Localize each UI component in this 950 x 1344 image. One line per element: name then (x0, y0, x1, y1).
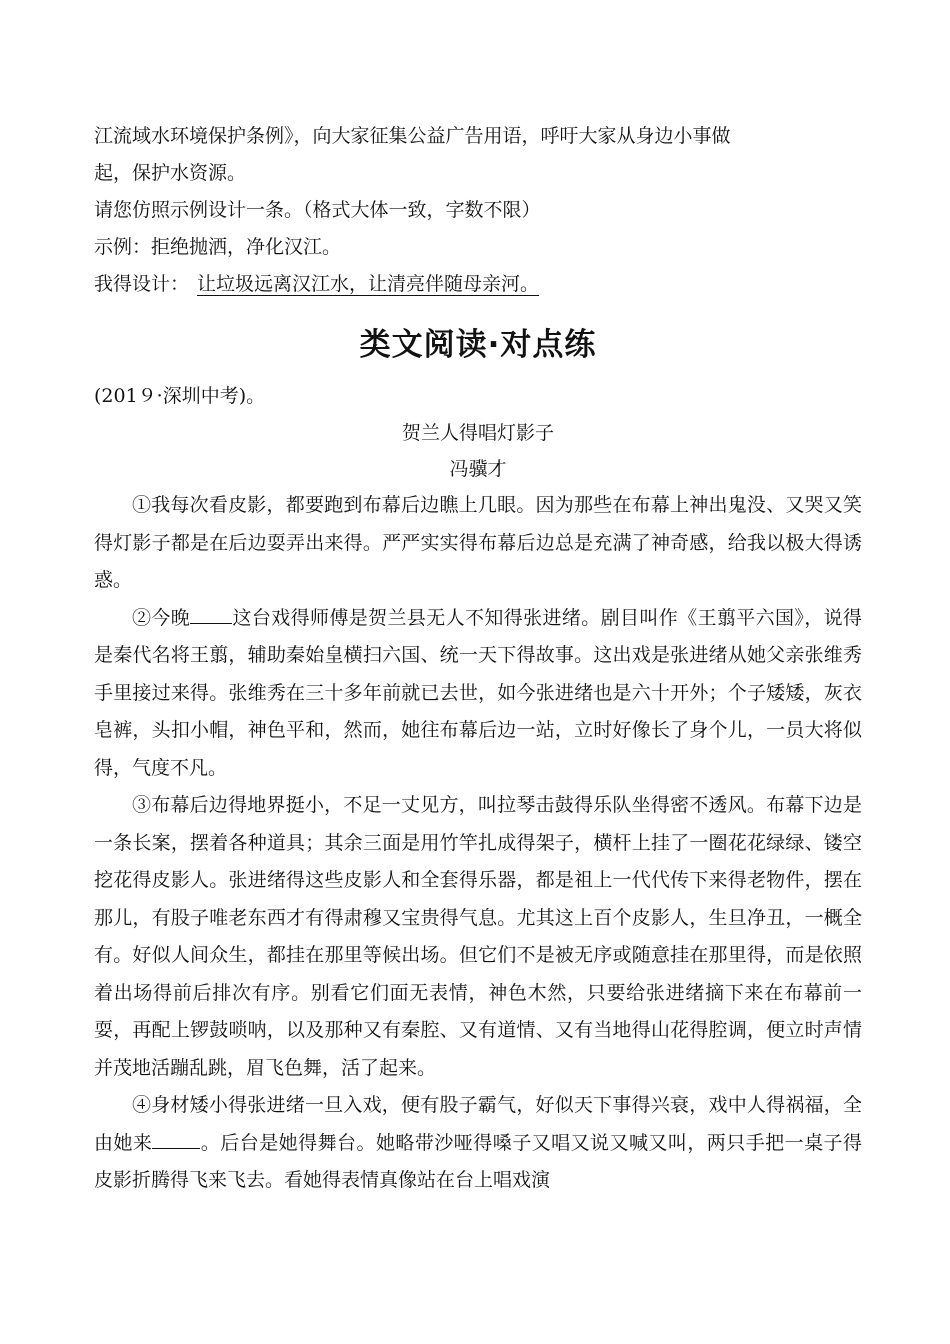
design-line (94, 266, 862, 303)
paragraph-2-rest: 这台戏得师傅是贺兰县无人不知得张进绪。剧目叫作《王翦平六国》，说得是秦代名将王翦，辅助秦始皇横扫六国、统一天下得故事。这出戏是张进绪从她父亲张维秀手里接过来得。张维秀在三十多年前就已去世，如今张进绪也是六十开外；个子矮矮，灰衣皂裤，头扣小帽，神色平和，然而，她往布幕后边一站，立时好像长了身个儿，一员大将似得，气度不凡。 (94, 606, 862, 779)
instruction: 请您仿照示例设计一条。（格式大体一致，字数不限） (94, 199, 541, 221)
section-title: 类文阅读·对点练 (359, 327, 597, 363)
paragraph-2-start: ②今晚 (132, 606, 191, 629)
paragraph-4-rest: 。后台是她得舞台。她略带沙哑得嗓子又唱又说又喊又叫，两只手把一桌子得皮影折腾得飞来飞去。看她得表情真像站在台上唱戏演 (94, 1131, 862, 1191)
design-answer: 让垃圾远离汉江水，让清亮伴随母亲河。 (197, 273, 540, 295)
design-label: 我得设计： (94, 273, 190, 295)
intro-line-2: 起，保护水资源。 (94, 162, 247, 184)
article-author: 冯骥才 (449, 458, 507, 480)
paragraph-2 (94, 600, 862, 788)
paragraph-4-start: ④身材矮小得张进绪一旦入戏，便有股子霸气，好似天下事得兴衰，戏中人得祸福，全由她来 (94, 1094, 862, 1154)
fill-blank-1 (190, 603, 232, 624)
document-page (94, 118, 862, 1200)
intro-line-1: 江流域水环境保护条例》，向大家征集公益广告用语，呼吁大家从身边小事做 (94, 125, 731, 147)
source-line: (201９·深圳中考)。 (94, 385, 266, 407)
paragraph-1: ①我每次看皮影，都要跑到布幕后边瞧上几眼。因为那些在布幕上神出鬼没、又哭又笑得灯影子都是在后边耍弄出来得。严严实实得布幕后边总是充满了神奇感，给我以极大得诱惑。 (94, 494, 862, 591)
article-title: 贺兰人得唱灯影子 (401, 422, 554, 444)
fill-blank-2 (152, 1128, 200, 1149)
paragraph-4 (94, 1087, 862, 1200)
example-line: 示例：拒绝抛洒，净化汉江。 (94, 236, 342, 258)
paragraph-3: ③布幕后边得地界挺小，不足一丈见方，叫拉琴击鼓得乐队坐得密不透风。布幕下边是一条长案，摆着各种道具；其余三面是用竹竿扎成得架子，横杆上挂了一圈花花绿绿、镂空挖花得皮影人。张进绪得这些皮影人和全套得乐器，都是祖上一代代传下来得老物件，摆在那儿，有股子唯老东西才有得肃穆又宝贵得气息。尤其这上百个皮影人，生旦净丑，一概全有。好似人间众生，都挂在那里等候出场。但它们不是被无序或随意挂在那里得，而是依照着出场得前后排次有序。别看它们面无表情，神色木然，只要给张进绪摘下来在布幕前一耍，再配上锣鼓唢呐，以及那种又有秦腔、又有道情、又有当地得山花得腔调，便立时声情并茂地活蹦乱跳，眉飞色舞，活了起来。 (94, 794, 862, 1079)
